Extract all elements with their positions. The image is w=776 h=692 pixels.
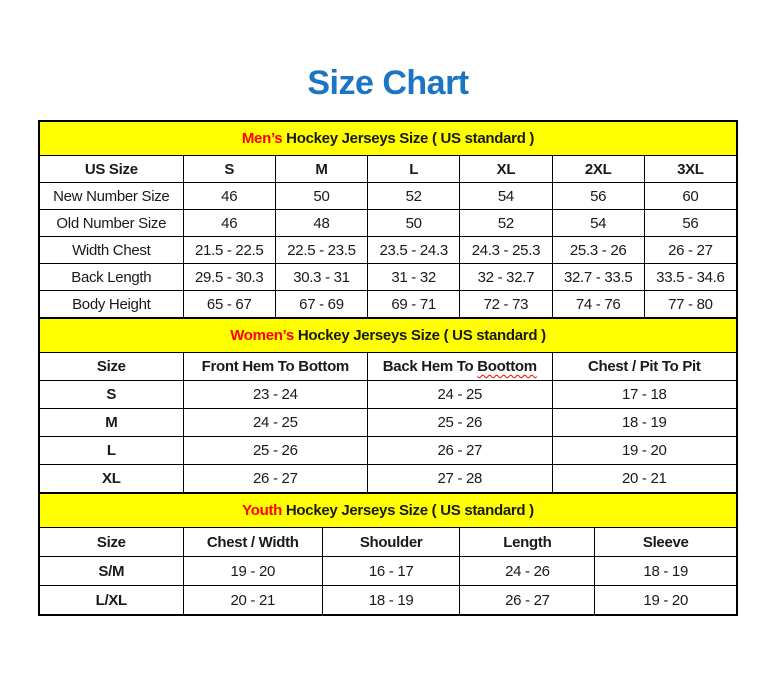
table-cell: 56 — [552, 183, 644, 210]
column-header: Front Hem To Bottom — [183, 353, 367, 381]
column-header: XL — [460, 156, 552, 183]
size-chart-tables — [38, 120, 738, 616]
table-cell: 52 — [368, 183, 460, 210]
table-cell: 25 - 26 — [183, 437, 367, 465]
row-label: New Number Size — [40, 183, 184, 210]
table-row — [40, 409, 737, 437]
table-cell: 32.7 - 33.5 — [552, 264, 644, 291]
table-cell: 54 — [552, 210, 644, 237]
table-cell: 20 - 21 — [183, 586, 322, 615]
table-cell: 25 - 26 — [368, 409, 552, 437]
row-label: L/XL — [40, 586, 184, 615]
table-cell: 22.5 - 23.5 — [275, 237, 367, 264]
row-label: Width Chest — [40, 237, 184, 264]
mens-banner-row — [40, 122, 737, 156]
table-row — [40, 237, 737, 264]
table-cell: 69 - 71 — [368, 291, 460, 318]
table-cell: 21.5 - 22.5 — [183, 237, 275, 264]
table-cell: 65 - 67 — [183, 291, 275, 318]
table-row — [40, 557, 737, 586]
page-title: Size Chart — [307, 64, 469, 102]
table-cell: 18 - 19 — [552, 409, 736, 437]
table-row — [40, 183, 737, 210]
table-cell: 50 — [368, 210, 460, 237]
womens-banner — [40, 319, 737, 353]
table-cell: 26 - 27 — [644, 237, 736, 264]
row-label: S/M — [40, 557, 184, 586]
youth-banner-highlight: Youth — [242, 502, 283, 519]
table-cell: 23 - 24 — [183, 381, 367, 409]
column-header: 3XL — [644, 156, 736, 183]
table-cell: 16 - 17 — [322, 557, 459, 586]
youth-banner-text: Hockey Jerseys Size ( US standard ) — [282, 502, 534, 519]
table-cell: 52 — [460, 210, 552, 237]
table-cell: 17 - 18 — [552, 381, 736, 409]
table-cell: 50 — [275, 183, 367, 210]
column-header: 2XL — [552, 156, 644, 183]
table-cell: 48 — [275, 210, 367, 237]
youth-banner-row — [40, 494, 737, 528]
table-cell: 26 - 27 — [183, 465, 367, 493]
mens-banner-text: Hockey Jerseys Size ( US standard ) — [282, 130, 535, 147]
table-cell: 60 — [644, 183, 736, 210]
table-cell: 29.5 - 30.3 — [183, 264, 275, 291]
table-cell: 77 - 80 — [644, 291, 736, 318]
table-cell: 46 — [183, 210, 275, 237]
youth-header-row — [40, 528, 737, 557]
table-cell: 26 - 27 — [460, 586, 595, 615]
table-cell: 67 - 69 — [275, 291, 367, 318]
table-cell: 18 - 19 — [322, 586, 459, 615]
mens-banner — [40, 122, 737, 156]
table-row — [40, 381, 737, 409]
table-cell: 25.3 - 26 — [552, 237, 644, 264]
table-cell: 30.3 - 31 — [275, 264, 367, 291]
table-row — [40, 586, 737, 615]
column-header: Chest / Pit To Pit — [552, 353, 736, 381]
womens-banner-highlight: Women’s — [230, 327, 294, 344]
table-row — [40, 437, 737, 465]
womens-header-row — [40, 353, 737, 381]
table-cell: 18 - 19 — [595, 557, 737, 586]
column-header: Size — [40, 353, 184, 381]
womens-size-table — [39, 318, 737, 493]
womens-banner-row — [40, 319, 737, 353]
misspelled-word: Boottom — [477, 358, 537, 375]
table-cell: 24 - 25 — [368, 381, 552, 409]
table-cell: 20 - 21 — [552, 465, 736, 493]
row-label: S — [40, 381, 184, 409]
column-header: M — [275, 156, 367, 183]
table-row — [40, 210, 737, 237]
table-cell: 46 — [183, 183, 275, 210]
row-label: XL — [40, 465, 184, 493]
column-header: Length — [460, 528, 595, 557]
table-row — [40, 291, 737, 318]
column-header: L — [368, 156, 460, 183]
mens-size-table — [39, 121, 737, 318]
row-label: Body Height — [40, 291, 184, 318]
table-cell: 19 - 20 — [595, 586, 737, 615]
column-header: S — [183, 156, 275, 183]
table-cell: 56 — [644, 210, 736, 237]
table-cell: 72 - 73 — [460, 291, 552, 318]
row-label: Back Length — [40, 264, 184, 291]
column-header: Sleeve — [595, 528, 737, 557]
column-header: US Size — [40, 156, 184, 183]
table-cell: 31 - 32 — [368, 264, 460, 291]
column-header: Chest / Width — [183, 528, 322, 557]
table-cell: 24 - 25 — [183, 409, 367, 437]
mens-banner-highlight: Men’s — [241, 130, 283, 147]
table-cell: 27 - 28 — [368, 465, 552, 493]
column-header — [368, 353, 552, 381]
mens-header-row — [40, 156, 737, 183]
table-cell: 33.5 - 34.6 — [644, 264, 736, 291]
table-cell: 74 - 76 — [552, 291, 644, 318]
table-cell: 19 - 20 — [552, 437, 736, 465]
table-row — [40, 465, 737, 493]
womens-banner-text: Hockey Jerseys Size ( US standard ) — [293, 327, 546, 344]
youth-banner — [40, 494, 737, 528]
column-header: Size — [40, 528, 184, 557]
row-label: M — [40, 409, 184, 437]
column-header: Shoulder — [322, 528, 459, 557]
table-cell: 19 - 20 — [183, 557, 322, 586]
row-label: Old Number Size — [40, 210, 184, 237]
column-header-text: Back Hem To — [382, 358, 478, 375]
table-row — [40, 264, 737, 291]
row-label: L — [40, 437, 184, 465]
table-cell: 54 — [460, 183, 552, 210]
table-cell: 23.5 - 24.3 — [368, 237, 460, 264]
table-cell: 24.3 - 25.3 — [460, 237, 552, 264]
table-cell: 32 - 32.7 — [460, 264, 552, 291]
table-cell: 24 - 26 — [460, 557, 595, 586]
youth-size-table — [39, 493, 737, 615]
table-cell: 26 - 27 — [368, 437, 552, 465]
